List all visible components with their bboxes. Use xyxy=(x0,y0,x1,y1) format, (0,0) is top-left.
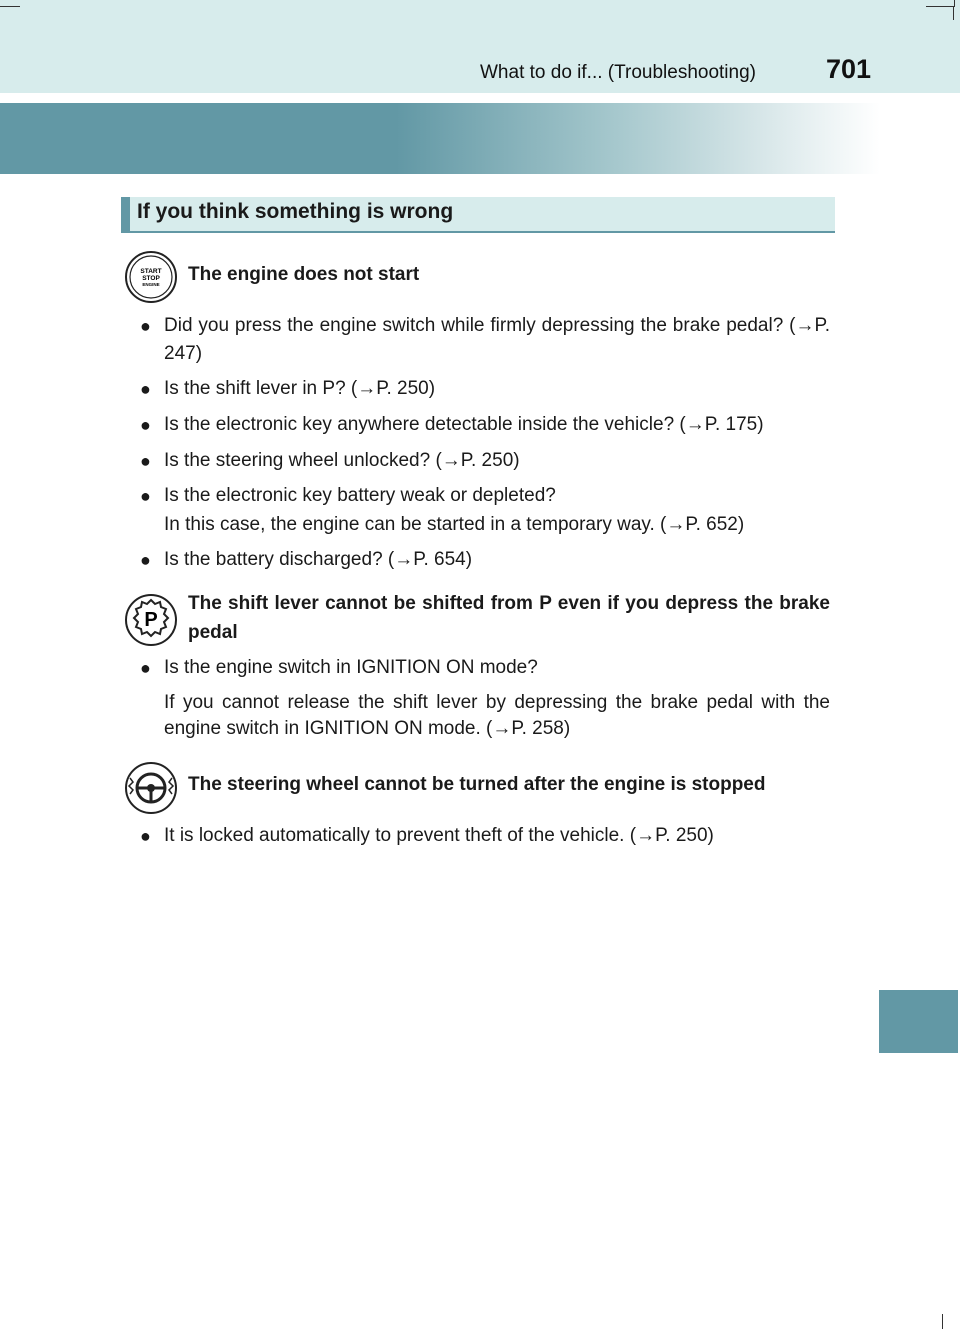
bullet-icon: ● xyxy=(140,658,151,678)
bullet-icon: ● xyxy=(140,550,151,570)
svg-text:START: START xyxy=(140,268,162,275)
chapter-side-tab xyxy=(879,990,958,1053)
list-item: It is locked automatically to prevent theft of the vehicle. (→P. 250) xyxy=(164,825,714,846)
bullet-icon: ● xyxy=(140,826,151,846)
bullet-icon: ● xyxy=(140,316,151,336)
list-item: Is the engine switch in IGNITION ON mode? xyxy=(164,657,538,678)
subheading-shift-lever-p: The shift lever cannot be shifted from P even if you depress the brake pedal xyxy=(188,593,830,643)
list-item-continuation: In this case, the engine can be started in a temporary way. (→P. 652) xyxy=(164,514,745,535)
subheading-steering-wheel: The steering wheel cannot be turned after the engine is stopped xyxy=(188,774,766,795)
crop-mark-bottom-right xyxy=(942,1314,943,1329)
bullet-icon: ● xyxy=(140,379,151,399)
start-stop-engine-icon xyxy=(124,250,178,304)
list-item: Is the shift lever in P? (→P. 250) xyxy=(164,378,436,399)
list-item: Is the battery discharged? (→P. 654) xyxy=(164,549,473,570)
list-item: Is the electronic key anywhere detectable inside the vehicle? (→P. 175) xyxy=(164,414,764,435)
shift-lever-p-gear-icon xyxy=(124,593,178,647)
list-item: Is the steering wheel unlocked? (→P. 250) xyxy=(164,450,520,471)
running-header: What to do if... (Troubleshooting) xyxy=(480,62,756,83)
svg-text:ENGINE: ENGINE xyxy=(142,282,160,287)
page-number: 701 xyxy=(826,54,872,84)
steering-lock-icon xyxy=(124,761,178,815)
crop-mark-top-right xyxy=(926,0,955,7)
bullet-icon: ● xyxy=(140,451,151,471)
bullet-icon: ● xyxy=(140,486,151,506)
list-item: Did you press the engine switch while firmly depressing the brake pedal? (→P. 247) xyxy=(164,315,830,364)
subheading-engine-not-start: The engine does not start xyxy=(188,264,420,285)
bullet-icon: ● xyxy=(140,415,151,435)
svg-text:STOP: STOP xyxy=(142,275,160,282)
chapter-gradient-band xyxy=(0,103,880,174)
list-item-continuation: If you cannot release the shift lever by depressing the brake pedal with the engine switch in IGNITION ON mode. (→P. 258) xyxy=(164,692,830,739)
crop-mark-top-right-tick xyxy=(953,6,954,20)
section-title: If you think something is wrong xyxy=(137,200,454,223)
svg-text:P: P xyxy=(144,609,158,631)
crop-mark-top-left xyxy=(0,0,20,7)
list-item: Is the electronic key battery weak or depleted? xyxy=(164,485,556,506)
